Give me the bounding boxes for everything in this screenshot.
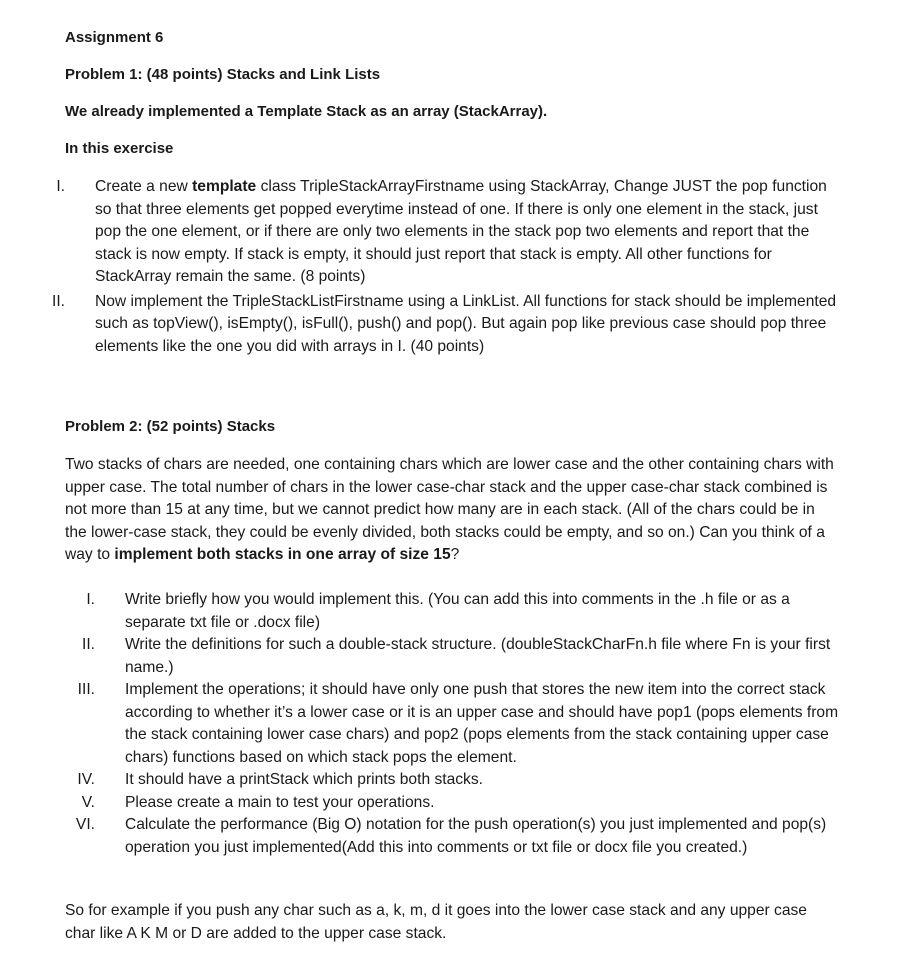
list-item: [75, 814, 840, 859]
list-item-number: III.: [77, 681, 95, 698]
list-item-number: V.: [81, 793, 95, 811]
list-item: [77, 769, 840, 792]
list-item-number: I.: [56, 178, 65, 195]
list-item-number: I.: [86, 591, 95, 608]
problem2-heading: Problem 2: (52 points) Stacks: [65, 418, 276, 435]
exercise-label: In this exercise: [65, 140, 174, 157]
item-text-pre: Create a new: [95, 178, 193, 195]
problem2-intro: [65, 454, 840, 567]
problem1-list: [52, 176, 840, 358]
intro-text-bold: implement both stacks in one array of size 15: [114, 546, 451, 563]
list-item: [81, 792, 840, 815]
list-item-text: Implement the operations; it should have only one push that stores the new item into the correct stack according to whether it’s a lower case or it is an upper case and should have pop1 (pops elements from the stack containing lower case chars) and pop2 (pops elements from the stack containing upper case chars) functions based on which stack pops the element.: [125, 681, 839, 766]
item-text-bold: template: [192, 178, 257, 195]
list-item: [86, 589, 840, 634]
list-item-text: Calculate the performance (Big O) notation for the push operation(s) you just implemented and pop(s) operation you just implemented(Add this into comments or txt file or docx file you created.): [125, 816, 827, 856]
list-item: [77, 679, 840, 769]
list-item-text: Write briefly how you would implement this. (You can add this into comments in the .h file or as a separate txt file or .docx file): [125, 591, 790, 631]
intro-text-post: ?: [450, 546, 460, 563]
list-item-text: Please create a main to test your operations.: [125, 793, 435, 811]
assignment-title: Assignment 6: [65, 29, 164, 46]
list-item-number: II.: [82, 636, 95, 653]
list-item: [52, 291, 840, 359]
list-item-number: VI.: [75, 816, 95, 833]
list-item-text: It should have a printStack which prints both stacks.: [125, 771, 483, 788]
problem1-heading: Problem 1: (48 points) Stacks and Link Lists: [65, 66, 381, 83]
list-item-text: [95, 176, 840, 289]
closing-paragraph: So for example if you push any char such as a, k, m, d it goes into the lower case stack and any upper case char like A K M or D are added to the upper case stack.: [65, 902, 807, 942]
list-item: [82, 634, 840, 679]
problem2-list: [75, 589, 840, 859]
intro-text-pre: Two stacks of chars are needed, one containing chars which are lower case and the other containing chars with upper case. The total number of chars in the lower case-char stack and the upper case-char stack combined is not more than 15 at any time, but we cannot predict how many are in each stack. (All of the chars could be in the lower-case stack, they could be evenly divided, both stacks could be empty, and so on.) Can you think of a way to: [65, 456, 834, 563]
item-text-post: class TripleStackArrayFirstname using StackArray, Change JUST the pop function so that three elements get popped everytime instead of one. If there is only one element in the stack, just pop the one element, or if there are only two elements in the stack pop two elements and report that the stack is now empty. If stack is empty, it should just report that stack is empty. All other functions for StackArray remain the same. (8 points): [95, 178, 827, 285]
list-item: [56, 176, 840, 289]
list-item-text: Write the definitions for such a double-stack structure. (doubleStackCharFn.h file where Fn is your first name.): [125, 636, 831, 676]
intro-line: We already implemented a Template Stack as an array (StackArray).: [65, 103, 548, 120]
list-item-number: II.: [52, 292, 65, 310]
list-item-number: IV.: [77, 771, 95, 788]
list-item-text: Now implement the TripleStackListFirstname using a LinkList. All functions for stack should be implemented such as topView(), isEmpty(), isFull(), push() and pop(). But again pop like previous case should pop three elements like the one you did with arrays in I. (40 points): [95, 292, 837, 355]
